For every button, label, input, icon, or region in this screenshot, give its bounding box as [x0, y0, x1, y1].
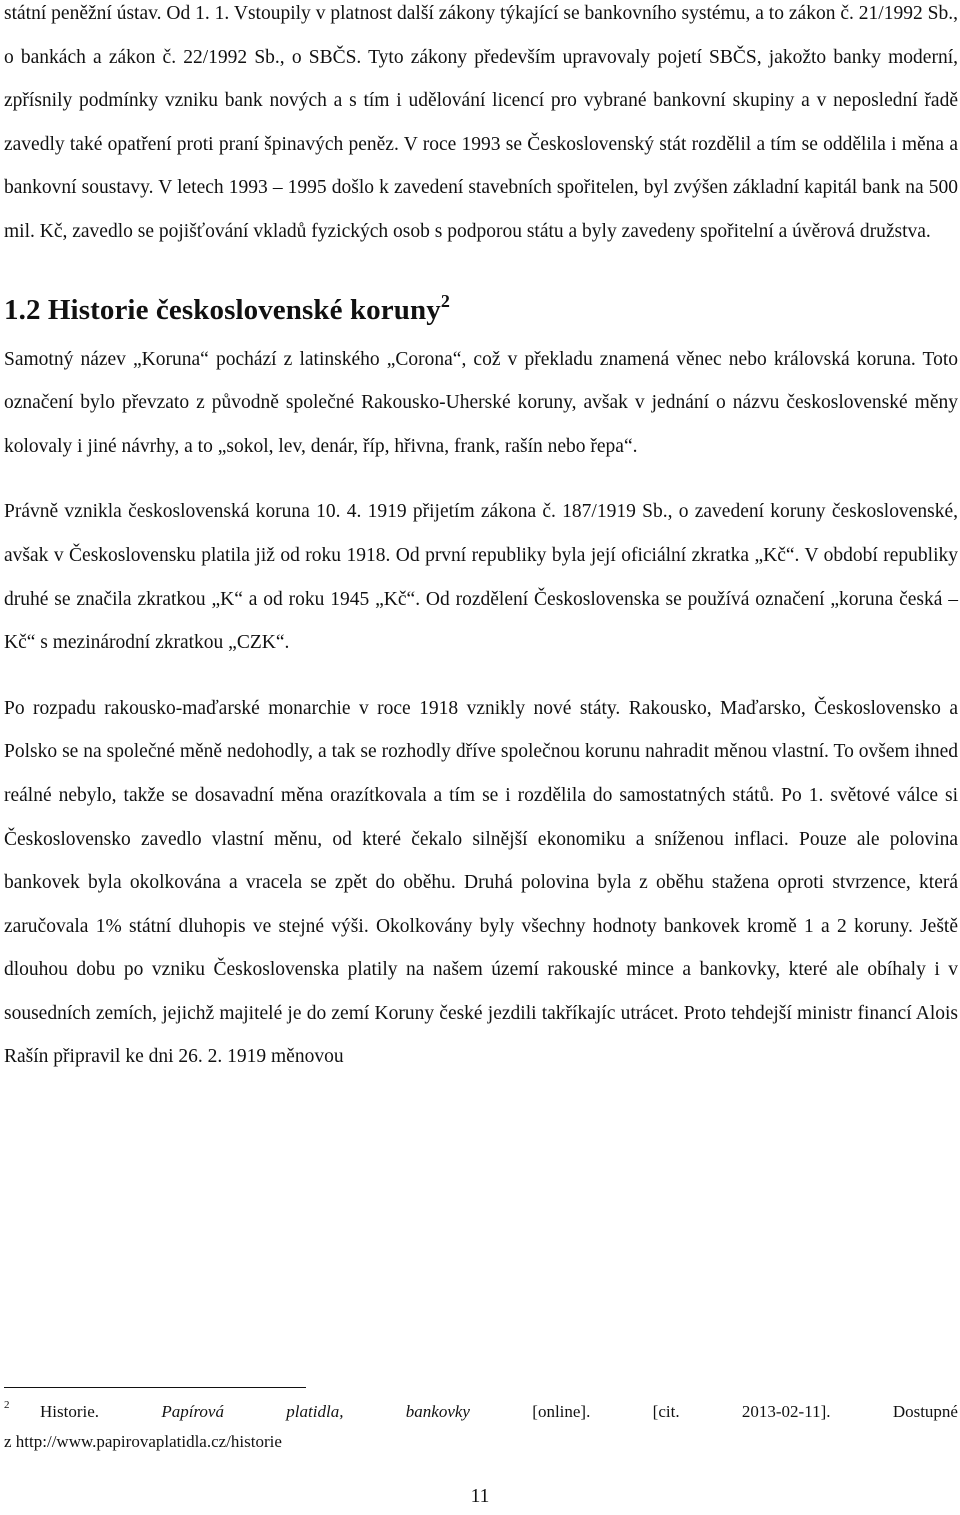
section-heading-text: 1.2 Historie československé koruny [4, 293, 441, 326]
paragraph-monarchy-breakup: Po rozpadu rakousko-maďarské monarchie v roce 1918 vznikly nové státy. Rakousko, Maďarsko, Československo a Polsko se na společné měně nedohodly, a tak se rozhodly dříve společnou korunu nahradit měnou vlastní. To ovšem ihned reálné nebylo, takže se dosavadní měna orazítkovala a tím se i rozdělila do samostatných států. Po 1. světové válce si Československo zavedlo vlastní měnu, od které čekalo silnější ekonomiku a sníženou inflaci. Pouze ale polovina bankovek byla okolkována a vracela se zpět do oběhu. Druhá polovina byla z oběhu stažena oproti stvrzence, která zaručovala 1% státní dluhopis ve stejné výši. Okolkovány byly všechny hodnoty bankovek kromě 1 a 2 koruny. Ještě dlouhou dobu po vzniku Československa platily na našem území rakouské mince a bankovky, které ale obíhaly i v sousedních zemích, jejichž majitelé je do zemí Koruny české jezdili takříkajíc utrácet. Proto tehdejší ministr financí Alois Rašín připravil ke dni 26. 2. 1919 měnovou [4, 697, 958, 1068]
footnote-text [40, 1398, 958, 1426]
footnote-reference[interactable]: 2 [440, 290, 450, 311]
footnote-url[interactable]: z http://www.papirovaplatidla.cz/historie [4, 1432, 282, 1451]
footnote-source-title: Papírová platidla, bankovky [161, 1402, 470, 1421]
footnote-mark: 2 [4, 1399, 10, 1411]
footnote-citation: [online]. [cit. 2013-02-11]. Dostupné [469, 1402, 958, 1421]
paragraph-gap [4, 665, 958, 687]
paragraph-name-origin: Samotný název „Koruna“ pochází z latinského „Corona“, což v překladu znamená věnec nebo královská koruna. Toto označení bylo převzato z původně společné Rakousko-Uherské koruny, avšak v jednání o názvu československé měny kolovaly i jiné návrhy, a to „sokol, lev, denár, říp, hřivna, frank, rašín nebo řepa“. [4, 348, 958, 457]
page-number: 11 [470, 1486, 490, 1507]
footnote [4, 1398, 958, 1456]
section-heading [4, 288, 958, 332]
document-page [4, 0, 958, 1079]
footnote-line-1 [4, 1398, 958, 1428]
footnote-lead: Historie. [40, 1402, 162, 1421]
paragraph-legal-origin: Právně vznikla československá koruna 10. 4. 1919 přijetím zákona č. 187/1919 Sb., o zavedení koruny československé, avšak v Československu platila již od roku 1918. Od první republiky byla její oficiální zkratka „Kč“. V období republiky druhé se značila zkratkou „K“ a od roku 1945 „Kč“. Od rozdělení Československa se používá označení „koruna česká – Kč“ s mezinárodní zkratkou „CZK“. [4, 501, 958, 654]
paragraph-gap [4, 468, 958, 490]
paragraph-banking-laws: státní peněžní ústav. Od 1. 1. Vstoupily v platnost další zákony týkající se bankovního systému, a to zákon č. 21/1992 Sb., o bankách a zákon č. 22/1992 Sb., o SBČS. Tyto zákony především upravovaly pojetí SBČS, jakožto banky moderní, zpřísnily podmínky vzniku bank nových a s tím i udělování licencí pro vybrané bankovní skupiny a v neposlední řadě zavedly také opatření proti praní špinavých peněz. V roce 1993 se Československý stát rozdělil a tím se oddělila i měna a bankovní soustavy. V letech 1993 – 1995 došlo k zavedení stavebních spořitelen, byl zvýšen základní kapitál bank na 500 mil. Kč, zavedlo se pojišťování vkladů fyzických osob s podporou státu a byly zavedeny spořitelní a úvěrová družstva. [4, 3, 958, 242]
footnote-separator [4, 1387, 306, 1388]
